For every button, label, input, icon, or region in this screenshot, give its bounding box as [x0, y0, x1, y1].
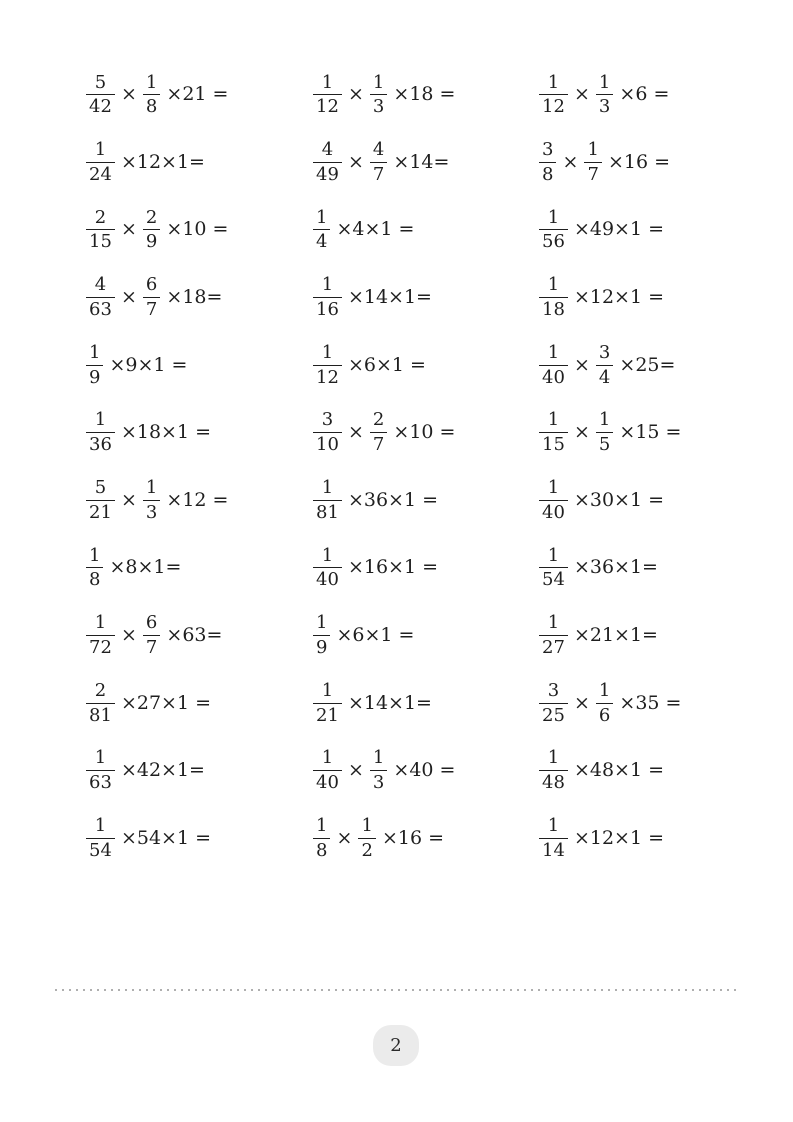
math-problem [86, 546, 313, 591]
math-text: ×10 = [387, 421, 456, 444]
math-text: ×12×1 = [567, 286, 665, 309]
fraction [313, 343, 342, 388]
fraction-numerator: 1 [321, 679, 334, 701]
math-problem [313, 681, 539, 726]
fraction-denominator: 12 [313, 94, 342, 117]
math-text: ×21 = [160, 83, 229, 106]
fraction-numerator: 1 [547, 206, 560, 228]
fraction-denominator: 15 [86, 229, 115, 252]
math-problem [86, 410, 313, 455]
fraction-numerator: 2 [145, 206, 158, 228]
fraction [358, 816, 375, 861]
fraction-denominator: 27 [539, 635, 568, 658]
fraction [143, 73, 160, 118]
fraction [370, 410, 387, 455]
fraction-denominator: 10 [313, 432, 342, 455]
math-problem [86, 748, 313, 793]
math-text: × [341, 150, 370, 173]
math-text: × [341, 83, 370, 106]
fraction-numerator: 3 [321, 409, 334, 431]
fraction [313, 208, 330, 253]
math-text: ×16×1 = [341, 556, 439, 579]
fraction [86, 681, 115, 726]
fraction-numerator: 1 [316, 206, 328, 228]
page-number-badge [373, 1025, 419, 1066]
math-text: ×21×1= [567, 624, 658, 647]
math-text: × [114, 218, 143, 241]
fraction-denominator: 9 [313, 635, 330, 658]
fraction-denominator: 49 [313, 162, 342, 185]
fraction-numerator: 4 [372, 139, 385, 161]
fraction [86, 748, 115, 793]
math-problem [313, 275, 539, 320]
fraction [86, 613, 115, 658]
math-text: ×16 = [375, 826, 445, 849]
fraction [539, 140, 556, 185]
math-problem [539, 816, 779, 861]
fraction-numerator: 3 [542, 139, 554, 161]
fraction [86, 546, 103, 591]
fraction-numerator: 2 [372, 409, 385, 431]
fraction-denominator: 15 [539, 432, 568, 455]
fraction [596, 73, 613, 118]
math-problem [86, 140, 313, 185]
fraction [596, 343, 613, 388]
math-text: ×27×1 = [114, 691, 212, 714]
fraction-denominator: 36 [86, 432, 115, 455]
fraction-denominator: 25 [539, 703, 568, 726]
math-text: ×49×1 = [567, 218, 665, 241]
fraction-denominator: 5 [596, 432, 613, 455]
math-problem [539, 208, 779, 253]
math-text: ×12×1= [114, 150, 205, 173]
fraction-denominator: 72 [86, 635, 115, 658]
fraction-denominator: 21 [313, 703, 342, 726]
fraction-denominator: 40 [539, 500, 568, 523]
math-problem [313, 748, 539, 793]
fraction-numerator: 4 [321, 139, 334, 161]
math-text: × [114, 286, 143, 309]
math-problem [539, 343, 779, 388]
math-text: ×8×1= [103, 556, 182, 579]
fraction [539, 208, 568, 253]
math-text: × [341, 421, 370, 444]
fraction-denominator: 7 [584, 162, 601, 185]
fraction [86, 410, 115, 455]
fraction-denominator: 14 [539, 838, 568, 861]
fraction [86, 478, 115, 523]
math-text: × [330, 826, 359, 849]
fraction-numerator: 1 [547, 612, 560, 634]
fraction-denominator: 63 [86, 297, 115, 320]
fraction-denominator: 9 [143, 229, 160, 252]
fraction-denominator: 16 [313, 297, 342, 320]
fraction-numerator: 3 [547, 679, 560, 701]
fraction [313, 73, 342, 118]
math-text: ×18×1 = [114, 421, 212, 444]
math-text: × [567, 421, 596, 444]
math-problem [86, 478, 313, 523]
fraction-numerator: 2 [94, 206, 107, 228]
fraction-numerator: 1 [547, 747, 560, 769]
math-text: ×16 = [601, 150, 671, 173]
fraction-denominator: 54 [86, 838, 115, 861]
fraction-numerator: 1 [321, 274, 334, 296]
math-problem [539, 410, 779, 455]
math-problem [86, 613, 313, 658]
fraction [539, 73, 568, 118]
fraction-numerator: 1 [145, 477, 158, 499]
math-text: ×14×1= [341, 691, 432, 714]
fraction [313, 546, 342, 591]
math-text: × [114, 624, 143, 647]
math-text: ×9×1 = [103, 353, 188, 376]
fraction-numerator: 1 [89, 341, 101, 363]
math-text: ×48×1 = [567, 759, 665, 782]
fraction [86, 816, 115, 861]
fraction [143, 208, 160, 253]
fraction [539, 613, 568, 658]
math-text: × [114, 83, 143, 106]
fraction-numerator: 1 [547, 409, 560, 431]
math-text: ×36×1 = [341, 488, 439, 511]
math-text: ×40 = [387, 759, 456, 782]
math-text: ×63= [160, 624, 223, 647]
fraction [86, 140, 115, 185]
fraction-numerator: 1 [94, 139, 107, 161]
fraction-denominator: 3 [370, 94, 387, 117]
fraction-denominator: 63 [86, 770, 115, 793]
fraction-denominator: 7 [143, 635, 160, 658]
fraction [539, 410, 568, 455]
math-problem [86, 816, 313, 861]
fraction-numerator: 1 [587, 139, 599, 161]
math-text: ×6×1 = [330, 624, 415, 647]
fraction [596, 410, 613, 455]
fraction [539, 546, 568, 591]
math-problem [86, 343, 313, 388]
fraction-numerator: 1 [361, 815, 373, 837]
math-problem [313, 816, 539, 861]
math-problem [313, 613, 539, 658]
fraction-numerator: 1 [94, 815, 107, 837]
fraction [370, 748, 387, 793]
fraction [86, 73, 115, 118]
fraction-denominator: 8 [313, 838, 330, 861]
math-text: ×12×1 = [567, 826, 665, 849]
fraction-denominator: 3 [596, 94, 613, 117]
fraction-denominator: 7 [370, 432, 387, 455]
fraction-numerator: 1 [321, 544, 334, 566]
fraction [143, 478, 160, 523]
fraction [143, 275, 160, 320]
fraction [370, 73, 387, 118]
fraction-numerator: 4 [94, 274, 107, 296]
math-problem [313, 208, 539, 253]
dotted-divider [55, 989, 737, 991]
fraction-numerator: 1 [321, 747, 334, 769]
fraction-numerator: 1 [316, 612, 328, 634]
fraction-numerator: 3 [598, 341, 611, 363]
fraction-denominator: 7 [143, 297, 160, 320]
math-text: ×6×1 = [341, 353, 426, 376]
math-text: × [567, 691, 596, 714]
fraction-denominator: 3 [370, 770, 387, 793]
math-text: ×35 = [613, 691, 682, 714]
fraction [539, 343, 568, 388]
fraction-numerator: 5 [94, 477, 107, 499]
math-problem [539, 546, 779, 591]
math-text: ×14= [387, 150, 450, 173]
fraction-denominator: 54 [539, 567, 568, 590]
fraction [370, 140, 387, 185]
fraction-numerator: 1 [598, 71, 611, 93]
fraction-numerator: 1 [598, 679, 611, 701]
fraction [313, 681, 342, 726]
math-text: ×18= [160, 286, 223, 309]
fraction-denominator: 8 [539, 162, 556, 185]
fraction-denominator: 21 [86, 500, 115, 523]
fraction-numerator: 1 [372, 747, 385, 769]
fraction-denominator: 42 [86, 94, 115, 117]
math-text: ×42×1= [114, 759, 205, 782]
math-problem [539, 613, 779, 658]
math-text: × [556, 150, 585, 173]
fraction-denominator: 40 [313, 770, 342, 793]
math-text: ×12 = [160, 488, 229, 511]
fraction-denominator: 81 [86, 703, 115, 726]
problems-grid [86, 61, 779, 872]
math-problem [539, 73, 779, 118]
fraction-denominator: 8 [86, 567, 103, 590]
math-text: ×36×1= [567, 556, 658, 579]
math-text: ×4×1 = [330, 218, 415, 241]
math-text: × [567, 353, 596, 376]
fraction-numerator: 1 [547, 477, 560, 499]
math-text: ×15 = [613, 421, 682, 444]
fraction-denominator: 4 [313, 229, 330, 252]
fraction-denominator: 4 [596, 365, 613, 388]
fraction-numerator: 1 [372, 71, 385, 93]
fraction [313, 410, 342, 455]
math-text: ×54×1 = [114, 826, 212, 849]
fraction [539, 478, 568, 523]
fraction-denominator: 8 [143, 94, 160, 117]
math-problem [313, 410, 539, 455]
math-text: ×14×1= [341, 286, 432, 309]
fraction-numerator: 5 [94, 71, 107, 93]
fraction-denominator: 24 [86, 162, 115, 185]
fraction [86, 208, 115, 253]
fraction-denominator: 18 [539, 297, 568, 320]
fraction [313, 748, 342, 793]
math-problem [539, 140, 779, 185]
fraction [313, 478, 342, 523]
fraction-denominator: 6 [596, 703, 613, 726]
fraction-numerator: 1 [321, 71, 334, 93]
fraction-numerator: 6 [145, 274, 158, 296]
fraction-numerator: 1 [316, 815, 328, 837]
fraction [313, 613, 330, 658]
math-text: ×10 = [160, 218, 229, 241]
math-text: × [114, 488, 143, 511]
fraction [313, 140, 342, 185]
fraction [539, 681, 568, 726]
page-number: 2 [390, 1035, 402, 1056]
fraction [143, 613, 160, 658]
fraction-denominator: 2 [358, 838, 375, 861]
fraction-numerator: 1 [547, 815, 560, 837]
fraction [596, 681, 613, 726]
math-problem [539, 681, 779, 726]
fraction-numerator: 1 [145, 71, 158, 93]
math-text: ×30×1 = [567, 488, 665, 511]
fraction-denominator: 9 [86, 365, 103, 388]
math-text: ×25= [613, 353, 676, 376]
math-problem [313, 478, 539, 523]
math-problem [86, 208, 313, 253]
fraction [539, 748, 568, 793]
fraction [584, 140, 601, 185]
math-problem [539, 478, 779, 523]
math-problem [86, 73, 313, 118]
fraction-numerator: 1 [94, 747, 107, 769]
fraction-numerator: 6 [145, 612, 158, 634]
math-text: ×18 = [387, 83, 456, 106]
math-problem [86, 681, 313, 726]
fraction-denominator: 12 [539, 94, 568, 117]
fraction-numerator: 1 [547, 544, 560, 566]
fraction-denominator: 81 [313, 500, 342, 523]
fraction [313, 816, 330, 861]
math-problem [313, 140, 539, 185]
math-text: ×6 = [613, 83, 670, 106]
math-problem [539, 748, 779, 793]
fraction-numerator: 1 [598, 409, 611, 431]
math-problem [86, 275, 313, 320]
fraction-denominator: 7 [370, 162, 387, 185]
fraction-numerator: 1 [89, 544, 101, 566]
math-text: × [341, 759, 370, 782]
fraction-numerator: 1 [94, 612, 107, 634]
fraction [86, 275, 115, 320]
fraction-numerator: 2 [94, 679, 107, 701]
math-text: × [567, 83, 596, 106]
math-problem [313, 546, 539, 591]
fraction-denominator: 56 [539, 229, 568, 252]
fraction-numerator: 1 [547, 274, 560, 296]
fraction [539, 816, 568, 861]
fraction [86, 343, 103, 388]
fraction [313, 275, 342, 320]
fraction-denominator: 48 [539, 770, 568, 793]
math-problem [313, 73, 539, 118]
fraction [539, 275, 568, 320]
fraction-denominator: 40 [313, 567, 342, 590]
fraction-numerator: 1 [321, 477, 334, 499]
fraction-denominator: 40 [539, 365, 568, 388]
fraction-numerator: 1 [547, 341, 560, 363]
fraction-numerator: 1 [321, 341, 334, 363]
math-problem [539, 275, 779, 320]
math-problem [313, 343, 539, 388]
fraction-numerator: 1 [547, 71, 560, 93]
fraction-denominator: 3 [143, 500, 160, 523]
fraction-denominator: 12 [313, 365, 342, 388]
fraction-numerator: 1 [94, 409, 107, 431]
